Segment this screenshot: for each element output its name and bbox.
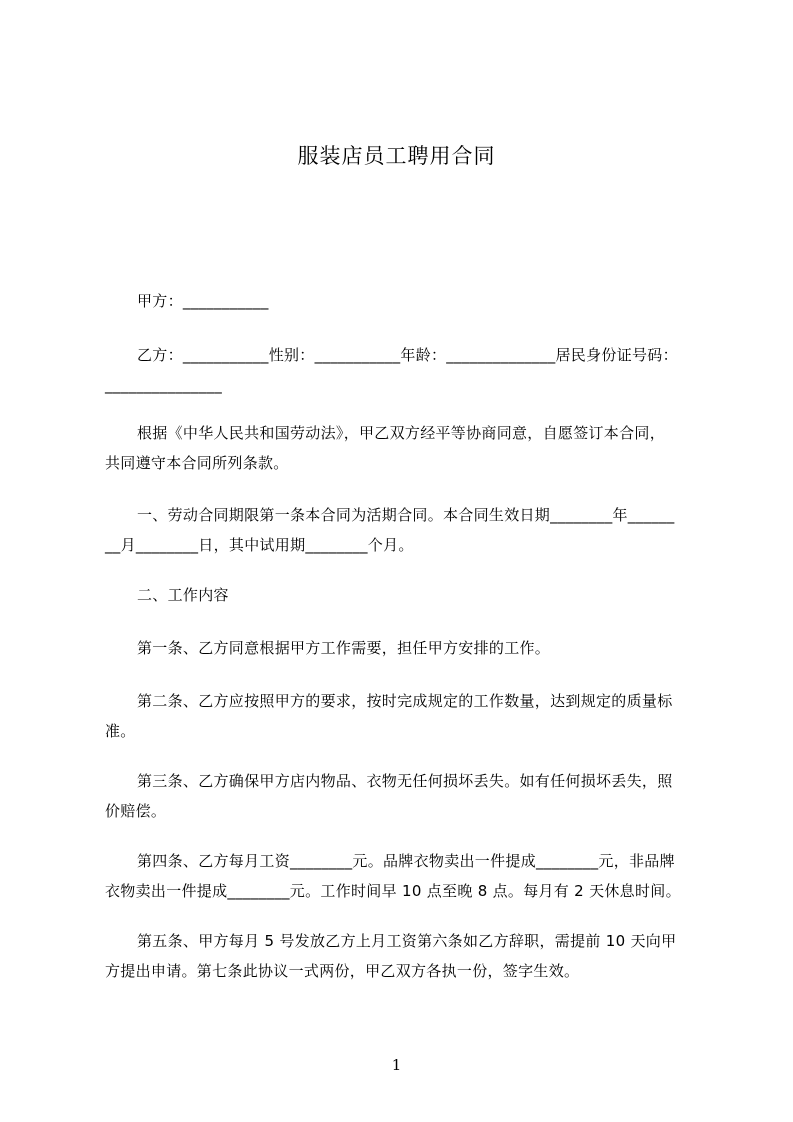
- clause-3-line-2: 价赔偿。: [105, 802, 167, 820]
- clause-3-paragraph: [105, 766, 705, 826]
- party-a-field: [105, 286, 705, 316]
- clause-5-line-2: 方提出申请。第七条此协议一式两份，甲乙双方各执一份，签字生效。: [105, 962, 580, 980]
- section-1-line-1: 一、劳动合同期限第一条本合同为活期合同。本合同生效日期________年______: [137, 506, 675, 524]
- document-title: 服装店员工聘用合同: [297, 144, 496, 168]
- page-number: 1: [391, 1056, 402, 1074]
- clause-2-line-1: 第二条、乙方应按照甲方的要求，按时完成规定的工作数量，达到规定的质量标: [137, 692, 673, 710]
- clause-4-paragraph: [105, 846, 705, 906]
- clause-2-line-2: 准。: [105, 722, 136, 740]
- clause-1-paragraph: [105, 633, 705, 663]
- clause-5-line-1: 第五条、甲方每月 5 号发放乙方上月工资第六条如乙方辞职，需提前 10 天向甲: [137, 932, 677, 950]
- party-b-line-1: 乙方：___________性别：___________年龄：______________居民身份证号码：: [137, 346, 678, 364]
- party-a-line: 甲方：___________: [137, 292, 269, 310]
- section-1-line-2: __月________日，其中试用期________个月。: [105, 536, 414, 554]
- section-2-heading-text: 二、工作内容: [137, 586, 229, 604]
- intro-line-2: 共同遵守本合同所列条款。: [105, 454, 289, 472]
- party-b-line-2: _______________: [105, 376, 222, 394]
- clause-5-paragraph: [105, 926, 705, 986]
- clause-4-line-2: 衣物卖出一件提成________元。工作时间早 10 点至晚 8 点。每月有 2 天休息时间。: [105, 882, 681, 900]
- clause-2-paragraph: [105, 686, 705, 746]
- intro-line-1: 根据《中华人民共和国劳动法》，甲乙双方经平等协商同意，自愿签订本合同，: [137, 424, 666, 442]
- clause-4-line-1: 第四条、乙方每月工资________元。品牌衣物卖出一件提成________元，非品牌: [137, 852, 675, 870]
- intro-paragraph: [105, 418, 705, 478]
- clause-1-line: 第一条、乙方同意根据甲方工作需要，担任甲方安排的工作。: [137, 639, 551, 657]
- clause-3-line-1: 第三条、乙方确保甲方店内物品、衣物无任何损坏丢失。如有任何损坏丢失，照: [137, 772, 673, 790]
- section-1-paragraph: [105, 500, 705, 560]
- party-b-field: [105, 340, 705, 400]
- section-2-heading: [105, 580, 705, 610]
